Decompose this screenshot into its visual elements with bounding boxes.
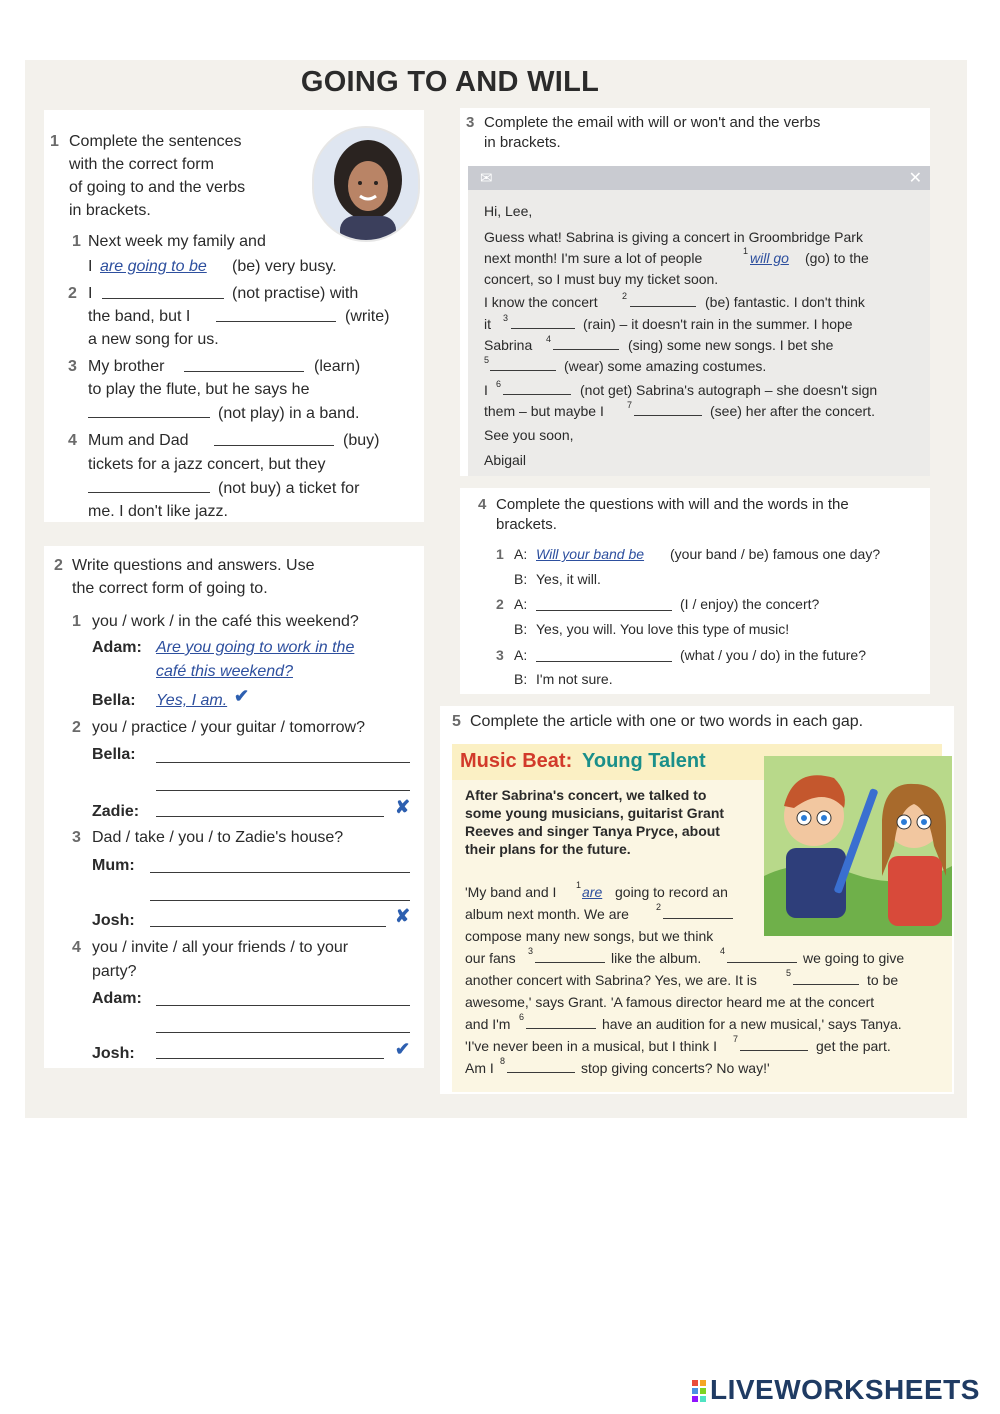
answer-blank[interactable] xyxy=(150,900,410,901)
exercise-2-prompt-1: you / work / in the café this weekend? xyxy=(92,613,359,630)
article-line: stop giving concerts? No way!' xyxy=(581,1060,770,1076)
exercise-1-item-1-text: (be) very busy. xyxy=(232,258,337,275)
exercise-1-item-4-text: tickets for a jazz concert, but they xyxy=(88,456,326,473)
liveworksheets-logo[interactable]: LIVEWORKSHEETS xyxy=(710,1374,980,1405)
exercise-1-item-2-text: the band, but I xyxy=(88,308,191,325)
answer-blank[interactable] xyxy=(535,962,605,963)
answer-blank[interactable] xyxy=(156,1005,410,1006)
speaker-label: Josh: xyxy=(92,912,135,929)
exercise-1-item-2-text: I xyxy=(88,285,93,302)
item-number: 4 xyxy=(72,939,81,956)
exercise-1-item-3-text: to play the flute, but he says he xyxy=(88,381,310,398)
item-number: 4 xyxy=(68,432,77,449)
exercise-1-item-4-text: (buy) xyxy=(343,432,380,449)
article-headline: Music Beat: xyxy=(460,750,573,772)
page-title: GOING TO AND WILL xyxy=(300,66,600,98)
answer-blank[interactable] xyxy=(88,492,210,493)
gap-number: 3 xyxy=(503,313,509,323)
answer-blank[interactable] xyxy=(156,816,384,817)
speaker-label: Josh: xyxy=(92,1045,135,1062)
article-intro: their plans for the future. xyxy=(465,841,631,857)
answer-blank[interactable] xyxy=(630,306,696,307)
item-number: 2 xyxy=(68,285,77,302)
exercise-4-answer-1[interactable]: Will your band be xyxy=(536,546,645,562)
email-line: I xyxy=(484,382,488,398)
answer-blank[interactable] xyxy=(150,872,410,873)
speaker-label: Bella: xyxy=(92,746,136,763)
answer-blank[interactable] xyxy=(634,415,702,416)
exercise-1-item-4-text: me. I don't like jazz. xyxy=(88,503,228,520)
gap-number: 4 xyxy=(720,946,726,956)
exercise-1-item-4-text: (not buy) a ticket for xyxy=(218,480,360,497)
article-line: going to record an xyxy=(615,884,728,900)
exercise-2-instruction: Write questions and answers. Use xyxy=(72,557,315,574)
answer-blank[interactable] xyxy=(553,349,619,350)
exercise-1-instruction-line: in brackets. xyxy=(69,202,151,219)
gap-number: 2 xyxy=(622,291,628,301)
article-line: and I'm xyxy=(465,1016,511,1032)
answer-blank[interactable] xyxy=(184,371,304,372)
exercise-1-item-2-text: (write) xyxy=(345,308,390,325)
email-line: it xyxy=(484,316,491,332)
exercise-4-prompt: (I / enjoy) the concert? xyxy=(680,596,820,612)
email-line: (sing) some new songs. I bet she xyxy=(628,337,834,353)
article-line: 'I've never been in a musical, but I think I xyxy=(465,1038,718,1054)
email-line: Sabrina xyxy=(484,337,533,353)
exercise-2-instruction: the correct form of going to. xyxy=(72,580,268,597)
answer-blank[interactable] xyxy=(536,661,672,662)
gap-number: 6 xyxy=(519,1012,525,1022)
exercise-2-prompt-2: you / practice / your guitar / tomorrow? xyxy=(92,719,365,736)
gap-number: 6 xyxy=(496,379,502,389)
item-number: 3 xyxy=(72,829,81,846)
answer-blank[interactable] xyxy=(793,984,859,985)
answer-blank[interactable] xyxy=(156,790,410,791)
article-line: our fans xyxy=(465,950,516,966)
exercise-1-item-4-text: Mum and Dad xyxy=(88,432,189,449)
email-line: (go) to the xyxy=(805,250,869,266)
gap-number: 5 xyxy=(484,355,490,365)
answer-blank[interactable] xyxy=(663,918,733,919)
article-answer-1[interactable]: are xyxy=(582,884,603,900)
answer-blank[interactable] xyxy=(507,1072,575,1073)
email-line: concert, so I must buy my ticket soon. xyxy=(484,271,719,287)
speaker-label: A: xyxy=(514,546,528,562)
gap-number: 1 xyxy=(576,880,582,890)
exercise-5-instruction: Complete the article with one or two words in each gap. xyxy=(470,713,864,730)
exercise-2-number: 2 xyxy=(54,557,63,574)
exercise-2-answer-1a[interactable]: Are you going to work in the xyxy=(156,639,355,656)
exercise-4-reply: Yes, it will. xyxy=(536,571,601,587)
answer-blank[interactable] xyxy=(150,926,386,927)
exercise-1-item-2-text: a new song for us. xyxy=(88,331,219,348)
speaker-label: B: xyxy=(514,571,528,587)
exercise-4-instruction: brackets. xyxy=(496,516,557,533)
article-headline-highlight: Young Talent xyxy=(582,750,706,772)
liveworksheets-logo-icon xyxy=(692,1380,706,1404)
exercise-1-instruction-line: of going to and the verbs xyxy=(69,179,246,196)
exercise-3-instruction: Complete the email with will or won't and the verbs xyxy=(484,114,821,131)
email-line: I know the concert xyxy=(484,294,598,310)
gap-number: 7 xyxy=(733,1034,739,1044)
exercise-2-prompt-4: party? xyxy=(92,963,137,980)
article-line: another concert with Sabrina? Yes, we are. It is xyxy=(465,972,757,988)
exercise-1-instruction-line: Complete the sentences xyxy=(69,133,242,150)
speaker-label: Zadie: xyxy=(92,803,140,820)
article-intro: some young musicians, guitarist Grant xyxy=(465,805,725,821)
exercise-3-instruction: in brackets. xyxy=(484,134,561,151)
exercise-1-item-1-text: I xyxy=(88,258,93,275)
item-number: 1 xyxy=(72,613,81,630)
speaker-label: Adam: xyxy=(92,990,142,1007)
article-intro: After Sabrina's concert, we talked to xyxy=(465,787,707,803)
girl-portrait-photo xyxy=(312,126,420,242)
exercise-1-item-2-text: (not practise) with xyxy=(232,285,359,302)
article-intro: Reeves and singer Tanya Pryce, about xyxy=(465,823,720,839)
email-line: Guess what! Sabrina is giving a concert in Groombridge Park xyxy=(484,229,863,245)
item-number: 2 xyxy=(496,596,504,612)
exercise-1-item-3-text: (learn) xyxy=(314,358,361,375)
speaker-label: B: xyxy=(514,621,528,637)
close-icon[interactable]: ✕ xyxy=(908,170,922,187)
exercise-4-instruction: Complete the questions with will and the words in the xyxy=(496,496,849,513)
correct-checkmark-icon: ✔ xyxy=(234,686,250,706)
speaker-label: B: xyxy=(514,671,528,687)
article-line: 'My band and I xyxy=(465,884,557,900)
gap-number: 4 xyxy=(546,334,552,344)
answer-blank[interactable] xyxy=(156,1058,384,1059)
item-number: 1 xyxy=(72,233,81,250)
gap-number: 2 xyxy=(656,902,662,912)
exercise-1-item-3-text: My brother xyxy=(88,358,165,375)
item-number: 2 xyxy=(72,719,81,736)
answer-blank[interactable] xyxy=(490,370,556,371)
gap-number: 5 xyxy=(786,968,792,978)
gap-number: 7 xyxy=(627,400,633,410)
article-line: we going to give xyxy=(803,950,905,966)
article-line: album next month. We are xyxy=(465,906,629,922)
email-answer-1[interactable]: will go xyxy=(750,250,789,266)
answer-blank[interactable] xyxy=(740,1050,808,1051)
answer-blank[interactable] xyxy=(214,445,334,446)
exercise-2-answer-1a[interactable]: café this weekend? xyxy=(156,663,293,680)
gap-number: 3 xyxy=(528,946,534,956)
correct-checkmark-icon: ✔ xyxy=(395,1039,411,1059)
speaker-label: Adam: xyxy=(92,639,142,656)
article-line: compose many new songs, but we think xyxy=(465,928,714,944)
answer-blank[interactable] xyxy=(102,298,224,299)
exercise-4-prompt: (what / you / do) in the future? xyxy=(680,647,866,663)
email-line: them – but maybe I xyxy=(484,403,604,419)
answer-blank[interactable] xyxy=(536,610,672,611)
exercise-4-number: 4 xyxy=(478,496,487,513)
exercise-2-prompt-3: Dad / take / you / to Zadie's house? xyxy=(92,829,344,846)
email-line: (see) her after the concert. xyxy=(710,403,875,419)
exercise-1-item-1-text: Next week my family and xyxy=(88,233,266,250)
speaker-label: A: xyxy=(514,596,528,612)
item-number: 1 xyxy=(496,546,504,562)
email-line: (be) fantastic. I don't think xyxy=(705,294,865,310)
email-line: (wear) some amazing costumes. xyxy=(564,358,767,374)
exercise-1-answer-1[interactable]: are going to be xyxy=(100,258,207,275)
speaker-label: Mum: xyxy=(92,857,135,874)
answer-blank[interactable] xyxy=(216,321,336,322)
exercise-2-answer-1b[interactable]: Yes, I am. xyxy=(156,692,228,709)
envelope-icon: ✉ xyxy=(480,170,493,187)
article-line: like the album. xyxy=(611,950,702,966)
exercise-1-instruction-line: with the correct form xyxy=(69,156,214,173)
article-line: Am I xyxy=(465,1060,494,1076)
answer-blank[interactable] xyxy=(88,417,210,418)
article-line: have an audition for a new musical,' says Tanya. xyxy=(602,1016,902,1032)
email-line: (rain) – it doesn't rain in the summer. I hope xyxy=(583,316,853,332)
musicians-illustration xyxy=(764,756,952,936)
email-line: next month! I'm sure a lot of people xyxy=(484,250,703,266)
speaker-label: A: xyxy=(514,647,528,663)
exercise-4-reply: Yes, you will. You love this type of music! xyxy=(536,621,790,637)
gap-number: 8 xyxy=(500,1056,506,1066)
email-greeting: Hi, Lee, xyxy=(484,203,533,219)
item-number: 3 xyxy=(496,647,504,663)
email-header-bar xyxy=(468,166,930,190)
exercise-4-prompt: (your band / be) famous one day? xyxy=(670,546,881,562)
article-line: get the part. xyxy=(816,1038,891,1054)
answer-blank[interactable] xyxy=(526,1028,596,1029)
answer-blank[interactable] xyxy=(727,962,797,963)
item-number: 3 xyxy=(68,358,77,375)
email-signoff: See you soon, xyxy=(484,427,574,443)
answer-blank[interactable] xyxy=(503,394,571,395)
email-signature: Abigail xyxy=(484,452,527,468)
incorrect-cross-icon: ✘ xyxy=(395,797,411,817)
article-line: to be xyxy=(867,972,899,988)
answer-blank[interactable] xyxy=(511,328,575,329)
answer-blank[interactable] xyxy=(156,1032,410,1033)
gap-number: 1 xyxy=(743,246,749,256)
speaker-label: Bella: xyxy=(92,692,136,709)
answer-blank[interactable] xyxy=(156,762,410,763)
exercise-1-number: 1 xyxy=(50,133,59,150)
article-line: awesome,' says Grant. 'A famous director heard me at the concert xyxy=(465,994,875,1010)
exercise-1-item-3-text: (not play) in a band. xyxy=(218,405,360,422)
exercise-2-prompt-4: you / invite / all your friends / to your xyxy=(92,939,349,956)
incorrect-cross-icon: ✘ xyxy=(395,906,411,926)
exercise-3-number: 3 xyxy=(466,114,475,131)
email-line: (not get) Sabrina's autograph – she doesn't sign xyxy=(580,382,878,398)
exercise-5-number: 5 xyxy=(452,713,461,730)
exercise-4-reply: I'm not sure. xyxy=(536,671,613,687)
